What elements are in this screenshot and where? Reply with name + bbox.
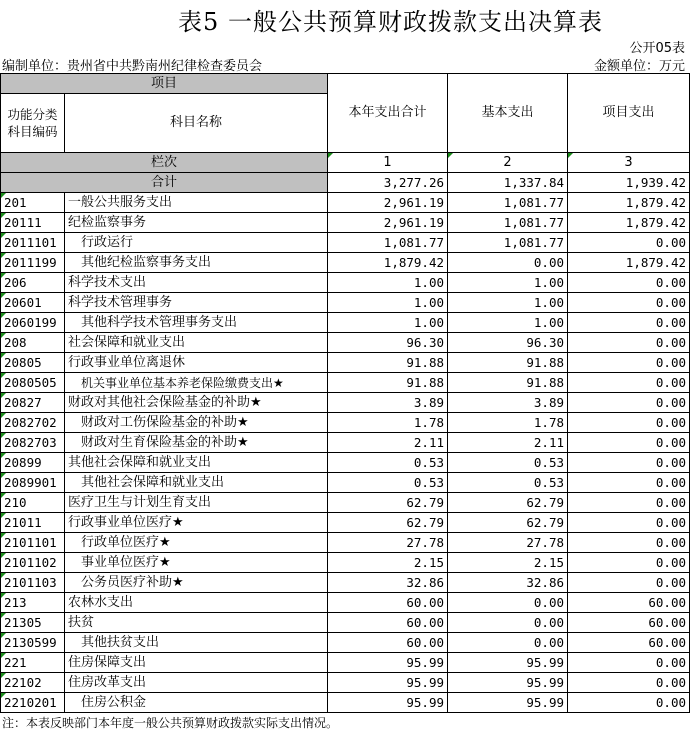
row-project: 0.00: [568, 453, 690, 473]
row-total: 62.79: [328, 493, 448, 513]
row-name: 行政事业单位离退休: [65, 353, 328, 373]
footer-note: 注：本表反映部门本年度一般公共预算财政拨款实际支出情况。: [2, 716, 339, 730]
row-basic: 1.00: [448, 273, 568, 293]
row-basic: 1.78: [448, 413, 568, 433]
row-total: 1.78: [328, 413, 448, 433]
table-row: [1, 553, 690, 573]
row-basic: 0.00: [448, 253, 568, 273]
row-basic: 91.88: [448, 353, 568, 373]
row-name: 一般公共服务支出: [65, 193, 328, 213]
row-project: 60.00: [568, 613, 690, 633]
table-row: [1, 413, 690, 433]
row-name: 财政对生育保险基金的补助★: [65, 433, 328, 453]
total-basic: 1,337.84: [448, 173, 568, 193]
row-project: 1,879.42: [568, 253, 690, 273]
row-project: 0.00: [568, 573, 690, 593]
subject-name-header: 科目名称: [65, 94, 328, 153]
row-code: 2011199: [1, 253, 65, 273]
expenditure-table: [0, 73, 690, 713]
row-basic: 0.00: [448, 633, 568, 653]
row-name: 财政对其他社会保险基金的补助★: [65, 393, 328, 413]
row-code: 2080505: [1, 373, 65, 393]
row-basic: 91.88: [448, 373, 568, 393]
func-code-header: 功能分类 科目编码: [1, 94, 65, 153]
table-row: [1, 433, 690, 453]
row-basic: 0.53: [448, 473, 568, 493]
row-basic: 1,081.77: [448, 233, 568, 253]
row-basic: 2.11: [448, 433, 568, 453]
row-total: 95.99: [328, 693, 448, 713]
row-name: 纪检监察事务: [65, 213, 328, 233]
seq-3: 3: [568, 153, 690, 173]
row-code: 2101101: [1, 533, 65, 553]
row-basic: 0.00: [448, 613, 568, 633]
row-name: 其他社会保障和就业支出: [65, 453, 328, 473]
table-row: [1, 213, 690, 233]
table-row: [1, 253, 690, 273]
row-name: 扶贫: [65, 613, 328, 633]
row-code: 221: [1, 653, 65, 673]
row-project: 0.00: [568, 473, 690, 493]
row-total: 60.00: [328, 613, 448, 633]
row-basic: 3.89: [448, 393, 568, 413]
row-total: 1.00: [328, 273, 448, 293]
row-project: 0.00: [568, 433, 690, 453]
row-total: 1.00: [328, 313, 448, 333]
row-code: 20601: [1, 293, 65, 313]
total-sum: 3,277.26: [328, 173, 448, 193]
row-name: 住房公积金: [65, 693, 328, 713]
compiling-unit: 编制单位：贵州省中共黔南州纪律检查委员会: [2, 59, 263, 74]
row-project: 0.00: [568, 233, 690, 253]
table-row: [1, 533, 690, 553]
table-row: [1, 293, 690, 313]
row-basic: 95.99: [448, 653, 568, 673]
row-project: 0.00: [568, 313, 690, 333]
row-basic: 27.78: [448, 533, 568, 553]
row-total: 2,961.19: [328, 213, 448, 233]
row-total: 3.89: [328, 393, 448, 413]
seq-label: 栏次: [1, 153, 328, 173]
row-basic: 1.00: [448, 313, 568, 333]
row-project: 60.00: [568, 593, 690, 613]
row-total: 2,961.19: [328, 193, 448, 213]
row-code: 20805: [1, 353, 65, 373]
row-project: 0.00: [568, 693, 690, 713]
table-row: [1, 233, 690, 253]
row-name: 公务员医疗补助★: [65, 573, 328, 593]
page-title: 表5 一般公共预算财政拨款支出决算表: [178, 8, 603, 36]
table-row: [1, 453, 690, 473]
row-total: 60.00: [328, 593, 448, 613]
row-project: 0.00: [568, 273, 690, 293]
row-total: 1.00: [328, 293, 448, 313]
col-project-header: 项目支出: [568, 74, 690, 153]
row-name: 行政事业单位医疗★: [65, 513, 328, 533]
col-basic-header: 基本支出: [448, 74, 568, 153]
row-basic: 62.79: [448, 513, 568, 533]
total-project: 1,939.42: [568, 173, 690, 193]
row-name: 其他社会保障和就业支出: [65, 473, 328, 493]
row-code: 2082702: [1, 413, 65, 433]
table-row: [1, 573, 690, 593]
row-total: 95.99: [328, 673, 448, 693]
row-total: 62.79: [328, 513, 448, 533]
table-row: [1, 313, 690, 333]
row-name: 住房改革支出: [65, 673, 328, 693]
row-project: 0.00: [568, 513, 690, 533]
table-row: [1, 473, 690, 493]
row-code: 2101102: [1, 553, 65, 573]
row-project: 0.00: [568, 353, 690, 373]
col-total-header: 本年支出合计: [328, 74, 448, 153]
table-row: [1, 653, 690, 673]
row-code: 210: [1, 493, 65, 513]
row-total: 0.53: [328, 453, 448, 473]
table-code-note: 公开05表: [629, 41, 685, 56]
amount-unit: 金额单位：万元: [593, 59, 685, 74]
item-header: 项目: [1, 74, 328, 94]
row-project: 0.00: [568, 293, 690, 313]
row-project: 0.00: [568, 333, 690, 353]
row-code: 22102: [1, 673, 65, 693]
row-code: 2089901: [1, 473, 65, 493]
row-basic: 95.99: [448, 693, 568, 713]
row-name: 农林水支出: [65, 593, 328, 613]
row-total: 96.30: [328, 333, 448, 353]
row-code: 20899: [1, 453, 65, 473]
row-name: 财政对工伤保险基金的补助★: [65, 413, 328, 433]
row-total: 32.86: [328, 573, 448, 593]
row-project: 0.00: [568, 533, 690, 553]
table-row: [1, 513, 690, 533]
row-total: 91.88: [328, 353, 448, 373]
row-code: 21011: [1, 513, 65, 533]
row-name: 科学技术支出: [65, 273, 328, 293]
row-code: 2101103: [1, 573, 65, 593]
row-project: 1,879.42: [568, 193, 690, 213]
row-name: 科学技术管理事务: [65, 293, 328, 313]
table-row: [1, 353, 690, 373]
seq-2: 2: [448, 153, 568, 173]
row-basic: 96.30: [448, 333, 568, 353]
row-name: 住房保障支出: [65, 653, 328, 673]
row-basic: 0.53: [448, 453, 568, 473]
row-code: 20111: [1, 213, 65, 233]
row-basic: 1.00: [448, 293, 568, 313]
row-project: 0.00: [568, 493, 690, 513]
row-code: 213: [1, 593, 65, 613]
row-name: 其他科学技术管理事务支出: [65, 313, 328, 333]
row-basic: 95.99: [448, 673, 568, 693]
row-project: 60.00: [568, 633, 690, 653]
row-project: 0.00: [568, 553, 690, 573]
row-project: 0.00: [568, 673, 690, 693]
row-name: 医疗卫生与计划生育支出: [65, 493, 328, 513]
table-row: [1, 193, 690, 213]
row-code: 2082703: [1, 433, 65, 453]
row-code: 208: [1, 333, 65, 353]
row-code: 20827: [1, 393, 65, 413]
row-name: 机关事业单位基本养老保险缴费支出★: [65, 373, 328, 393]
row-name: 其他扶贫支出: [65, 633, 328, 653]
row-name: 社会保障和就业支出: [65, 333, 328, 353]
row-total: 1,081.77: [328, 233, 448, 253]
row-project: 0.00: [568, 653, 690, 673]
table-row: [1, 273, 690, 293]
row-code: 2130599: [1, 633, 65, 653]
row-project: 0.00: [568, 373, 690, 393]
row-project: 0.00: [568, 393, 690, 413]
table-row: [1, 333, 690, 353]
row-total: 2.15: [328, 553, 448, 573]
row-total: 1,879.42: [328, 253, 448, 273]
table-row: [1, 373, 690, 393]
row-name: 事业单位医疗★: [65, 553, 328, 573]
row-total: 95.99: [328, 653, 448, 673]
row-basic: 1,081.77: [448, 213, 568, 233]
row-name: 行政运行: [65, 233, 328, 253]
row-basic: 2.15: [448, 553, 568, 573]
row-basic: 32.86: [448, 573, 568, 593]
table-row: [1, 633, 690, 653]
row-code: 21305: [1, 613, 65, 633]
row-total: 27.78: [328, 533, 448, 553]
row-name: 其他纪检监察事务支出: [65, 253, 328, 273]
row-basic: 0.00: [448, 593, 568, 613]
row-total: 60.00: [328, 633, 448, 653]
row-code: 2011101: [1, 233, 65, 253]
table-row: [1, 393, 690, 413]
row-code: 206: [1, 273, 65, 293]
table-row: [1, 673, 690, 693]
row-code: 2060199: [1, 313, 65, 333]
table-row: [1, 693, 690, 713]
seq-1: 1: [328, 153, 448, 173]
table-row: [1, 593, 690, 613]
total-label: 合计: [1, 173, 328, 193]
row-total: 91.88: [328, 373, 448, 393]
table-row: [1, 613, 690, 633]
row-basic: 62.79: [448, 493, 568, 513]
table-row: [1, 493, 690, 513]
row-project: 0.00: [568, 413, 690, 433]
row-total: 2.11: [328, 433, 448, 453]
row-name: 行政单位医疗★: [65, 533, 328, 553]
row-code: 2210201: [1, 693, 65, 713]
row-basic: 1,081.77: [448, 193, 568, 213]
row-project: 1,879.42: [568, 213, 690, 233]
row-total: 0.53: [328, 473, 448, 493]
row-code: 201: [1, 193, 65, 213]
